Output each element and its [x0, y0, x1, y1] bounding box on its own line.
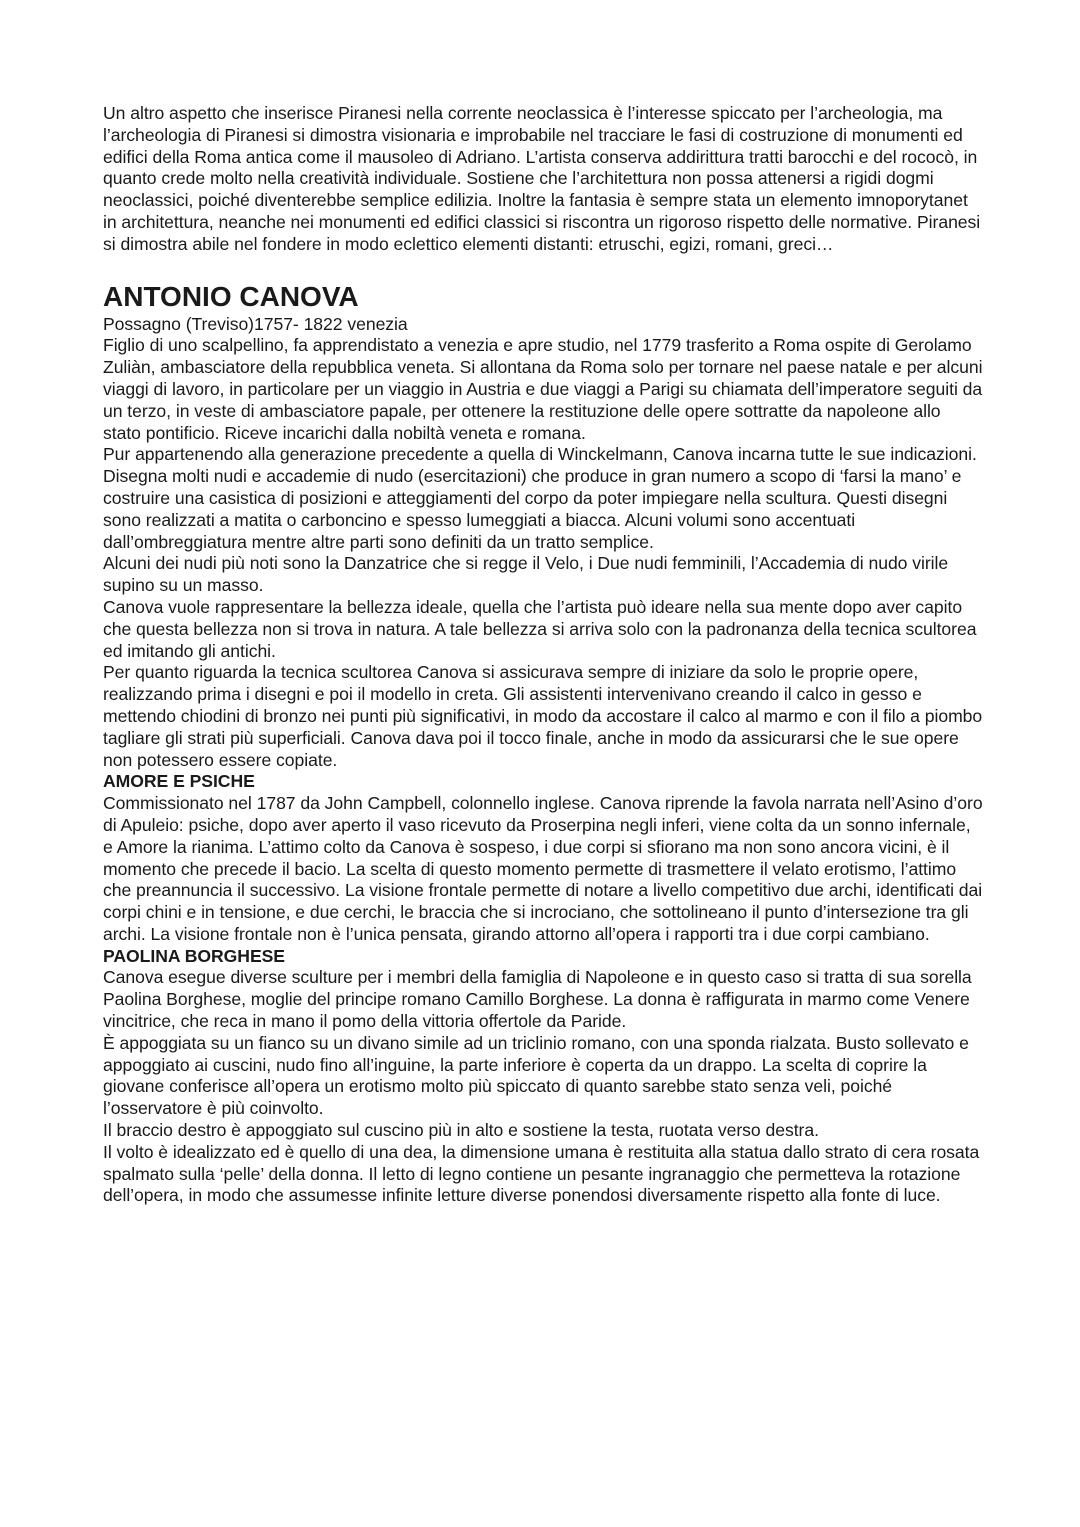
canova-paragraph: Per quanto riguarda la tecnica scultorea Canova si assicurava sempre di iniziare da solo le proprie opere, realizzando prima i disegni e poi il modello in creta. Gli assistenti intervenivano creando il calco in gesso e mettendo chiodini di bronzo nei punti più significativi, in modo da accostare il calco al marmo e con il filo a piombo tagliare gli strati più superficiali. Canova dava poi il tocco finale, anche in modo da assicurarsi che le sue opere non potessero essere copiate. — [103, 662, 983, 770]
subheading-amore-e-psiche: AMORE E PSICHE — [103, 771, 255, 792]
canova-paragraph: Alcuni dei nudi più noti sono la Danzatrice che si regge il Velo, i Due nudi femminili, l’Accademia di nudo virile supino su un masso. — [103, 553, 949, 596]
intro-paragraph: Un altro aspetto che inserisce Piranesi nella corrente neoclassica è l’interesse spiccato per l’archeologia, ma l’archeologia di Piranesi si dimostra visionaria e improbabile nel tracciare le fasi di costruzione di monumenti ed edifici della Roma antica come il mausoleo di Adriano. L’artista conserva addirittura tratti barocchi e del rococò, in quanto crede molto nella creatività individuale. Sostiene che l’architettura non possa attenersi a rigidi dogmi neoclassici, poiché diventerebbe semplice edilizia. Inoltre la fantasia è sempre stata un elemento imnoporytanet in architettura, neanche nei monumenti ed edifici classici si riscontra un rigoroso rispetto delle normative. Piranesi si dimostra abile nel fondere in modo eclettico elementi distanti: etruschi, egizi, romani, greci… — [103, 103, 981, 254]
paolina-paragraph: Canova esegue diverse sculture per i membri della famiglia di Napoleone e in questo caso si tratta di sua sorella Paolina Borghese, moglie del principe romano Camillo Borghese. La donna è raffigurata in marmo come Venere vincitrice, che reca in mano il pomo della vittoria offertole da Paride. — [103, 967, 972, 1032]
amore-psiche-paragraph: Commissionato nel 1787 da John Campbell, colonnello inglese. Canova riprende la favola narrata nell’Asino d’oro di Apuleio: psiche, dopo aver aperto il vaso ricevuto da Proserpina negli inferi, viene colta da un sonno infernale, e Amore la rianima. L’attimo colto da Canova è sospeso, i due corpi si sfiorano ma non sono ancora vicini, è il momento che precede il bacio. La scelta di questo momento permette di trasmettere il velato erotismo, l’attimo che preannuncia il successivo. La visione frontale permette di notare a livello competitivo due archi, identificati dai corpi chini e in tensione, e due cerchi, le braccia che si incrociano, che sottolineano il punto d’intersezione tra gli archi. La visione frontale non è l’unica pensata, girando attorno all’opera i rapporti tra i due corpi cambiano. — [103, 793, 983, 944]
canova-paragraph: Pur appartenendo alla generazione precedente a quella di Winckelmann, Canova incarna tutte le sue indicazioni. Disegna molti nudi e accademie di nudo (esercitazioni) che produce in gran numero a scopo di ‘farsi la mano’ e costruire una casistica di posizioni e atteggiamenti del corpo da poter impiegare nella scultura. Questi disegni sono realizzati a matita o carboncino e spesso lumeggiati a biacca. Alcuni volumi sono accentuati dall’ombreggiatura mentre altre parti sono definiti da un tratto semplice. — [103, 444, 977, 552]
paolina-paragraph: Il braccio destro è appoggiato sul cuscino più in alto e sostiene la testa, ruotata verso destra. — [103, 1120, 819, 1141]
canova-paragraph: Figlio di uno scalpellino, fa apprendistato a venezia e apre studio, nel 1779 trasferito a Roma ospite di Gerolamo Zuliàn, ambasciatore della repubblica veneta. Si allontana da Roma solo per tornare nel paese natale e per alcuni viaggi di lavoro, in particolare per un viaggio in Austria e due viaggi a Parigi su chiamata dell’imperatore seguiti da un terzo, in veste di ambasciatore papale, per ottenere la restituzione delle opere sottratte da napoleone allo stato pontificio. Riceve incarichi dalla nobiltà veneta e romana. — [103, 335, 983, 443]
canova-dates: Possagno (Treviso)1757- 1822 venezia — [103, 313, 408, 334]
section-spacer — [103, 256, 983, 280]
paolina-paragraph: Il volto è idealizzato ed è quello di una dea, la dimensione umana è restituita alla statua dallo strato di cera rosata spalmato sulla ‘pelle’ della donna. Il letto di legno contiene un pesante ingranaggio che permetteva la rotazione dell’opera, in modo che assumesse infinite letture diverse ponendosi diversamente rispetto alla fonte di luce. — [103, 1141, 980, 1206]
section-heading-canova: ANTONIO CANOVA — [103, 280, 359, 312]
document-page — [103, 103, 983, 1207]
canova-paragraph: Canova vuole rappresentare la bellezza ideale, quella che l’artista può ideare nella sua mente dopo aver capito che questa bellezza non si trova in natura. A tale bellezza si arriva solo con la padronanza della tecnica scultorea ed imitando gli antichi. — [103, 596, 977, 661]
paolina-paragraph: È appoggiata su un fianco su un divano simile ad un triclinio romano, con una sponda rialzata. Busto sollevato e appoggiato ai cuscini, nudo fino all’inguine, la parte inferiore è coperta da un drappo. La scelta di coprire la giovane conferisce all’opera un erotismo molto più spiccato di quanto sarebbe stato senza veli, poiché l’osservatore è più coinvolto. — [103, 1032, 969, 1119]
subheading-paolina-borghese: PAOLINA BORGHESE — [103, 945, 285, 966]
